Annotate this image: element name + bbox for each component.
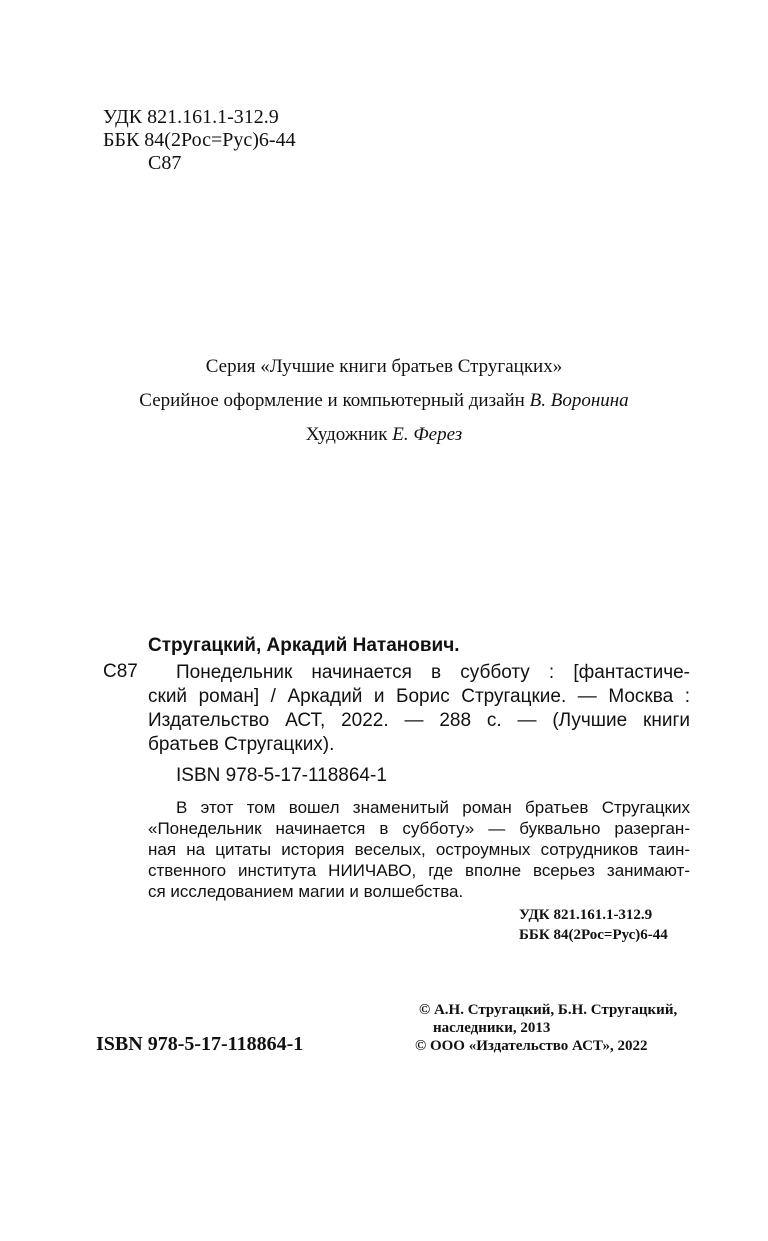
isbn-bold: ISBN 978-5-17-118864-1 <box>96 1033 304 1055</box>
artist-credit-name: Е. Ферез <box>392 424 463 445</box>
artist-credit-prefix: Художник <box>305 424 393 445</box>
udk-code-bold: УДК 821.161.1-312.9 <box>519 907 653 923</box>
bib-line: Понедельник начинается в субботу : [фантастиче- <box>176 662 690 683</box>
copyright-line-1: © А.Н. Стругацкий, Б.Н. Стругацкий, <box>419 1002 678 1018</box>
bib-author-mark: С87 <box>103 661 138 682</box>
bib-description <box>176 661 690 685</box>
udk-code: УДК 821.161.1-312.9 <box>103 106 279 128</box>
annotation-line: ственного института НИИЧАВО, где вполне всерьез занимают- <box>148 861 690 880</box>
author-mark: С87 <box>148 152 182 174</box>
copyright-line-3: © ООО «Издательство АСТ», 2022 <box>415 1038 648 1054</box>
bib-line: ский роман] / Аркадий и Борис Стругацкие. — Москва : <box>148 686 690 707</box>
series-line: Серия «Лучшие книги братьев Стругацких» <box>205 356 563 377</box>
bib-line: братьев Стругацких). <box>148 734 335 755</box>
bib-isbn: ISBN 978-5-17-118864-1 <box>176 765 387 786</box>
bbk-code: ББК 84(2Рос=Рус)6-44 <box>103 129 296 151</box>
annotation-line: ная на цитаты история веселых, остроумных сотрудников таин- <box>148 840 690 859</box>
design-credit <box>0 390 768 412</box>
annotation <box>148 797 690 902</box>
annotation-line: «Понедельник начинается в субботу» — буквально разерган- <box>148 819 690 838</box>
copyright-line-2: наследники, 2013 <box>433 1020 551 1036</box>
bbk-code-bold: ББК 84(2Рос=Рус)6-44 <box>519 927 668 943</box>
annotation-line: ся исследованием магии и волшебства. <box>148 882 464 901</box>
annotation-line: В этот том вошел знаменитый роман братьев Стругацких <box>176 798 690 817</box>
bib-line: Издательство АСТ, 2022. — 288 с. — (Лучшие книги <box>148 710 690 731</box>
artist-credit <box>0 424 768 446</box>
bib-description-cont <box>148 685 690 757</box>
bib-author: Стругацкий, Аркадий Натанович. <box>148 635 460 656</box>
design-credit-prefix: Серийное оформление и компьютерный дизайн <box>139 390 530 411</box>
design-credit-name: В. Воронина <box>529 390 629 411</box>
